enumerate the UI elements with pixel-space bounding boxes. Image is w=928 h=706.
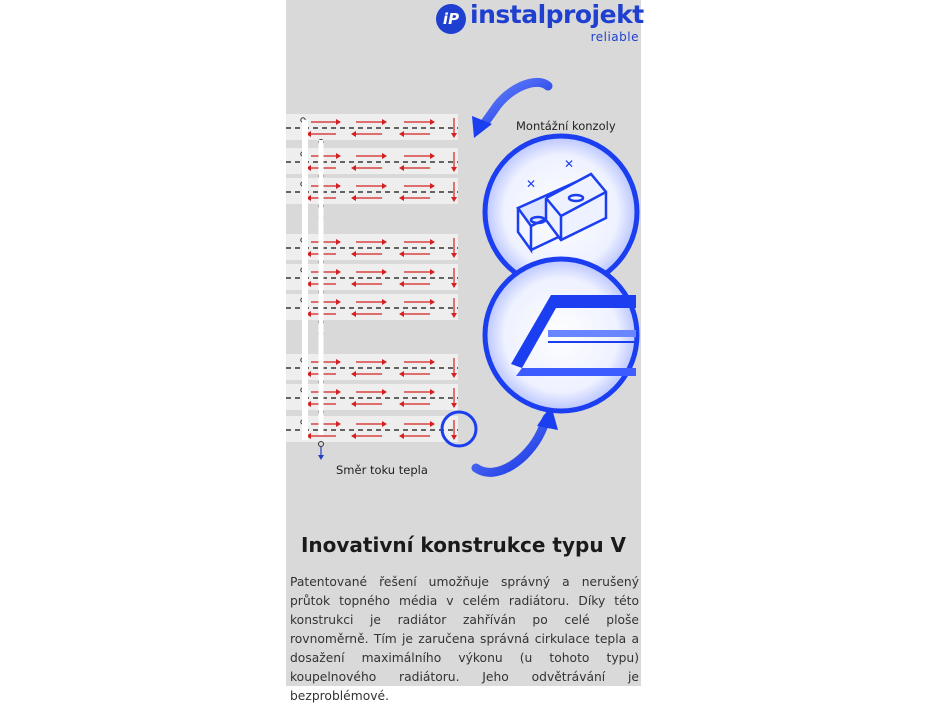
product-panel	[286, 0, 644, 703]
brand-tagline: reliable	[590, 30, 639, 44]
radiator-tubes	[286, 114, 458, 460]
radiator-tube	[286, 416, 458, 442]
label-heat-flow: Směr toku tepla	[336, 463, 428, 477]
section-heading: Inovativní konstrukce typu V	[300, 533, 627, 557]
svg-text:✕: ✕	[526, 177, 537, 191]
radiator-tube	[286, 384, 458, 410]
radiator-tube	[286, 294, 458, 320]
brand-badge-icon: iP	[436, 4, 466, 34]
svg-text:✕: ✕	[564, 157, 575, 171]
radiator-tube	[286, 114, 458, 140]
profile-detail-circle	[485, 259, 637, 411]
radiator-tube	[286, 234, 458, 260]
label-brackets: Montážní konzoly	[516, 119, 616, 133]
section-description: Patentované řešení umožňuje správný a nerušený průtok topného média v celém radiátoru. Díky této konstrukci je radiátor zahříván po celé ploše rovnoměrně. Tím je zaručena správná cirkulace tepla a dosažení maximálního výkonu (u tohoto typu) koupelnového radiátoru. Jeho odvětrávání je bezproblémové.	[290, 575, 639, 703]
radiator-tube	[286, 178, 458, 204]
radiator-tube	[286, 354, 458, 380]
brand-logo[interactable]	[436, 0, 644, 48]
radiator-flow-diagram	[286, 80, 641, 500]
brand-name: instalprojekt	[470, 0, 644, 29]
radiator-tube	[286, 148, 458, 174]
radiator-tube	[286, 264, 458, 290]
